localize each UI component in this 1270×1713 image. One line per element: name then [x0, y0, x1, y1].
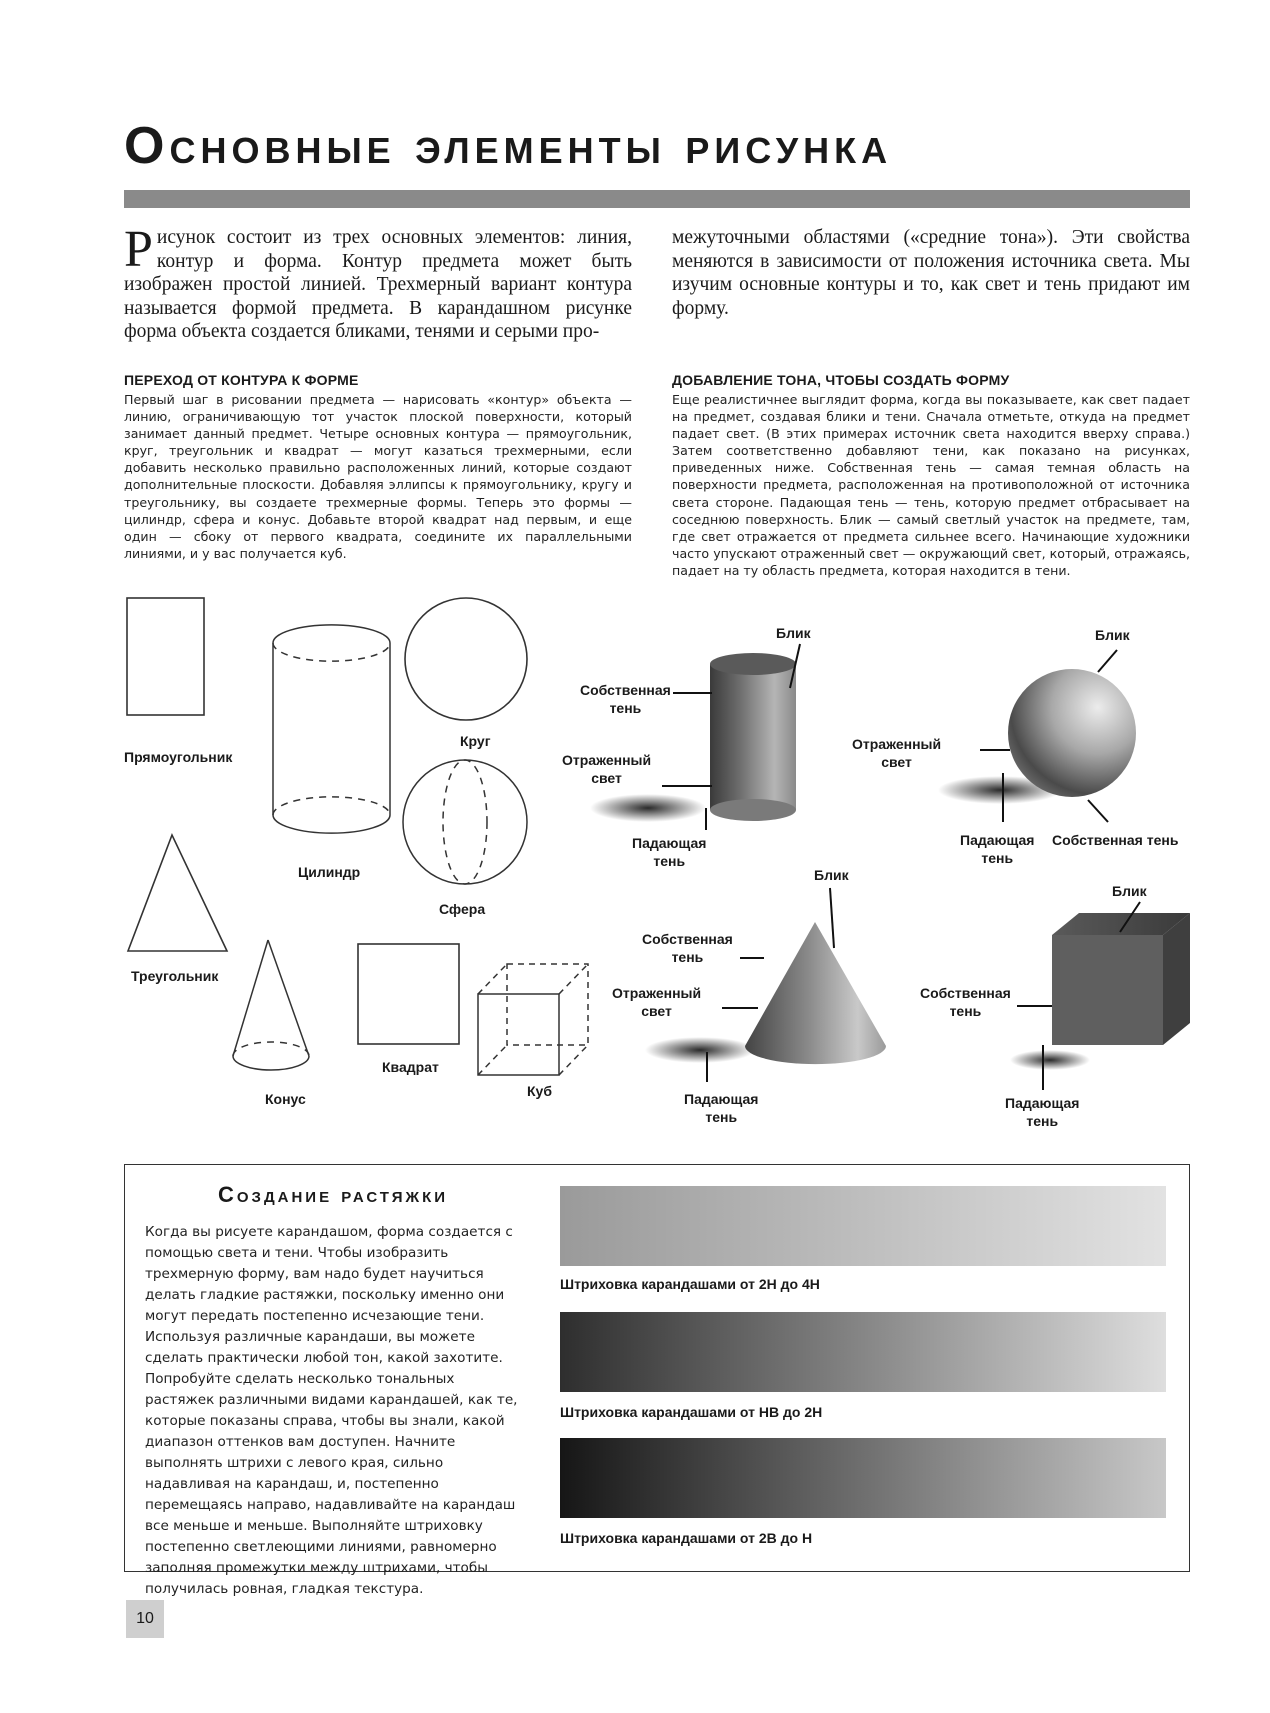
intro-left-text: исунок состоит из трех основных элементов: линия, контур и форма. Контур предмета может быть изображен простой линией. Трехмерный вариант контура называется формой предмета. В карандашном рисунке форма объекта создается бликами, тенями и серыми про-: [124, 227, 632, 342]
label-line: Отраженный: [562, 752, 652, 768]
section-heading-contour: ПЕРЕХОД ОТ КОНТУРА К ФОРМЕ: [124, 372, 359, 388]
label-line: Отраженный: [852, 736, 942, 752]
label-line: свет: [881, 754, 912, 770]
strip-label: Штриховка карандашами от 2H до 4H: [560, 1276, 820, 1292]
gradation-title: Создание растяжки: [218, 1182, 449, 1207]
gradient-strip-hb-2h: [560, 1312, 1166, 1392]
page-title: Основные элементы рисунка: [124, 117, 893, 175]
label-line: тень: [1026, 1113, 1059, 1129]
label-triangle: Треугольник: [131, 968, 219, 984]
gradation-body: Когда вы рисуете карандашом, форма создается с помощью света и тени. Чтобы изобразить трехмерную форму, вам надо будет научиться делать гладкие растяжки, поскольку именно они могут передать постепенно исчезающие тени. Используя различные карандаши, вы можете сделать практически любой тон, какой захотите. Попробуйте сделать несколько тональных растяжек различными видами карандашей, как те, которые показаны справа, чтобы вы знали, какой диапазон оттенков вам доступен. Начните выполнять штрихи с левого края, сильно надавливая на карандаш, и, постепенно перемещаясь направо, надавливайте на карандаш все меньше и меньше. Выполняйте штриховку постепенно светлеющими линиями, равномерно заполняя промежутки между штрихами, чтобы получилась ровная, гладкая текстура.: [145, 1224, 518, 1597]
cone-cast-shadow-label: [684, 1090, 758, 1126]
label-line: Падающая: [684, 1091, 759, 1107]
label-line: Отраженный: [612, 985, 702, 1001]
cube-highlight-label: Блик: [1112, 883, 1147, 899]
label-line: Собственная: [580, 682, 671, 698]
page-number: 10: [126, 1600, 164, 1638]
cone-outline: [233, 940, 309, 1070]
cube-core-shadow-label: [920, 984, 1011, 1020]
label-cone: Конус: [265, 1091, 306, 1107]
cone-core-shadow-label: [642, 930, 733, 966]
strip-label: Штриховка карандашами от HB до 2H: [560, 1404, 823, 1420]
section-body-tone: Еще реалистичнее выглядит форма, когда вы показываете, как свет падает на предмет, создавая блики и тени. Сначала отметьте, откуда на предмет падает свет. (В этих примерах источник света находится вверху справа.) Затем соответственно добавляют тени, как показано на рисунках, приведенных ниже. Собственная тень — самая темная область на поверхности предмета, расположенная на противоположной от источника света стороне. Падающая тень — тень, которую предмет отбрасывает на соседнюю поверхность. Блик — самый светлый участок на предмете, там, где свет отражается от предмета сильнее всего. Начинающие художники часто упускают отраженный свет — окружающий свет, который, отражаясь, падает на ту область предмета, которая находится в тени.: [672, 392, 1190, 578]
label-line: Падающая: [632, 835, 707, 851]
section-heading-tone: ДОБАВЛЕНИЕ ТОНА, ЧТОБЫ СОЗДАТЬ ФОРМУ: [672, 372, 1010, 388]
label-cylinder: Цилиндр: [298, 864, 361, 880]
label-line: свет: [591, 770, 622, 786]
sphere-outline: [403, 760, 527, 884]
cylinder-reflected-label: [562, 751, 651, 787]
label-line: Падающая: [960, 832, 1035, 848]
shaded-cube: [1010, 913, 1190, 1070]
triangle-shape: [128, 835, 227, 951]
cone-reflected-label: [612, 984, 701, 1020]
label-line: Собственная: [920, 985, 1011, 1001]
cone-highlight-label: Блик: [814, 867, 849, 883]
sphere-highlight-label: Блик: [1095, 627, 1130, 643]
label-line: тень: [671, 949, 704, 965]
cylinder-outline: [273, 625, 390, 833]
label-rectangle: Прямоугольник: [124, 749, 233, 765]
label-line: тень: [949, 1003, 982, 1019]
label-square: Квадрат: [382, 1059, 439, 1075]
cube-cast-shadow-label: [1005, 1094, 1079, 1130]
shaded-sphere: [938, 669, 1136, 804]
label-line: тень: [653, 853, 686, 869]
cylinder-core-shadow-label: [580, 681, 671, 717]
circle-shape: [405, 598, 527, 720]
sphere-core-shadow-label: Собственная тень: [1052, 832, 1179, 848]
label-sphere: Сфера: [439, 901, 486, 917]
sphere-cast-shadow-label: [960, 831, 1034, 867]
shaded-cylinder: [590, 653, 796, 822]
label-line: тень: [705, 1109, 738, 1125]
strip-label: Штриховка карандашами от 2B до H: [560, 1530, 813, 1546]
section-body-contour: Первый шаг в рисовании предмета — нарисовать «контур» объекта — линию, ограничивающую тот участок плоской поверхности, который занимает данный предмет. Четыре основных контура — прямоугольник, круг, треугольник и квадрат — могут казаться трехмерными, если добавить несколько правильно расположенных линий, которые создают дополнительные плоскости. Добавляя эллипсы к прямоугольнику, кругу и треугольнику, вы создаете трехмерные формы. Теперь это формы — цилиндр, сфера и конус. Добавьте второй квадрат над первым, и еще один — сбоку от первого квадрата, соедините их параллельными линиями, и у вас получается куб.: [124, 392, 632, 561]
intro-paragraph-right: межуточными областями («средние тона»). Эти свойства меняются в зависимости от положения источника света. Мы изучим основные контуры и то, как свет и тень придают им форму.: [672, 227, 1190, 319]
square-shape: [358, 944, 459, 1044]
label-cube: Куб: [527, 1083, 552, 1099]
label-line: Падающая: [1005, 1095, 1080, 1111]
gradient-strip-2b-h: [560, 1438, 1166, 1518]
cube-outline: [478, 964, 588, 1075]
cylinder-highlight-label: Блик: [776, 625, 811, 641]
cylinder-cast-shadow-label: [632, 834, 706, 870]
drop-cap: Р: [124, 221, 153, 278]
label-circle: Круг: [460, 733, 491, 749]
label-line: Собственная: [642, 931, 733, 947]
rectangle-shape: [127, 598, 204, 715]
label-line: тень: [609, 700, 642, 716]
sphere-reflected-label: [852, 735, 941, 771]
label-line: тень: [981, 850, 1014, 866]
gradient-strip-2h-4h: [560, 1186, 1166, 1266]
label-line: свет: [641, 1003, 672, 1019]
